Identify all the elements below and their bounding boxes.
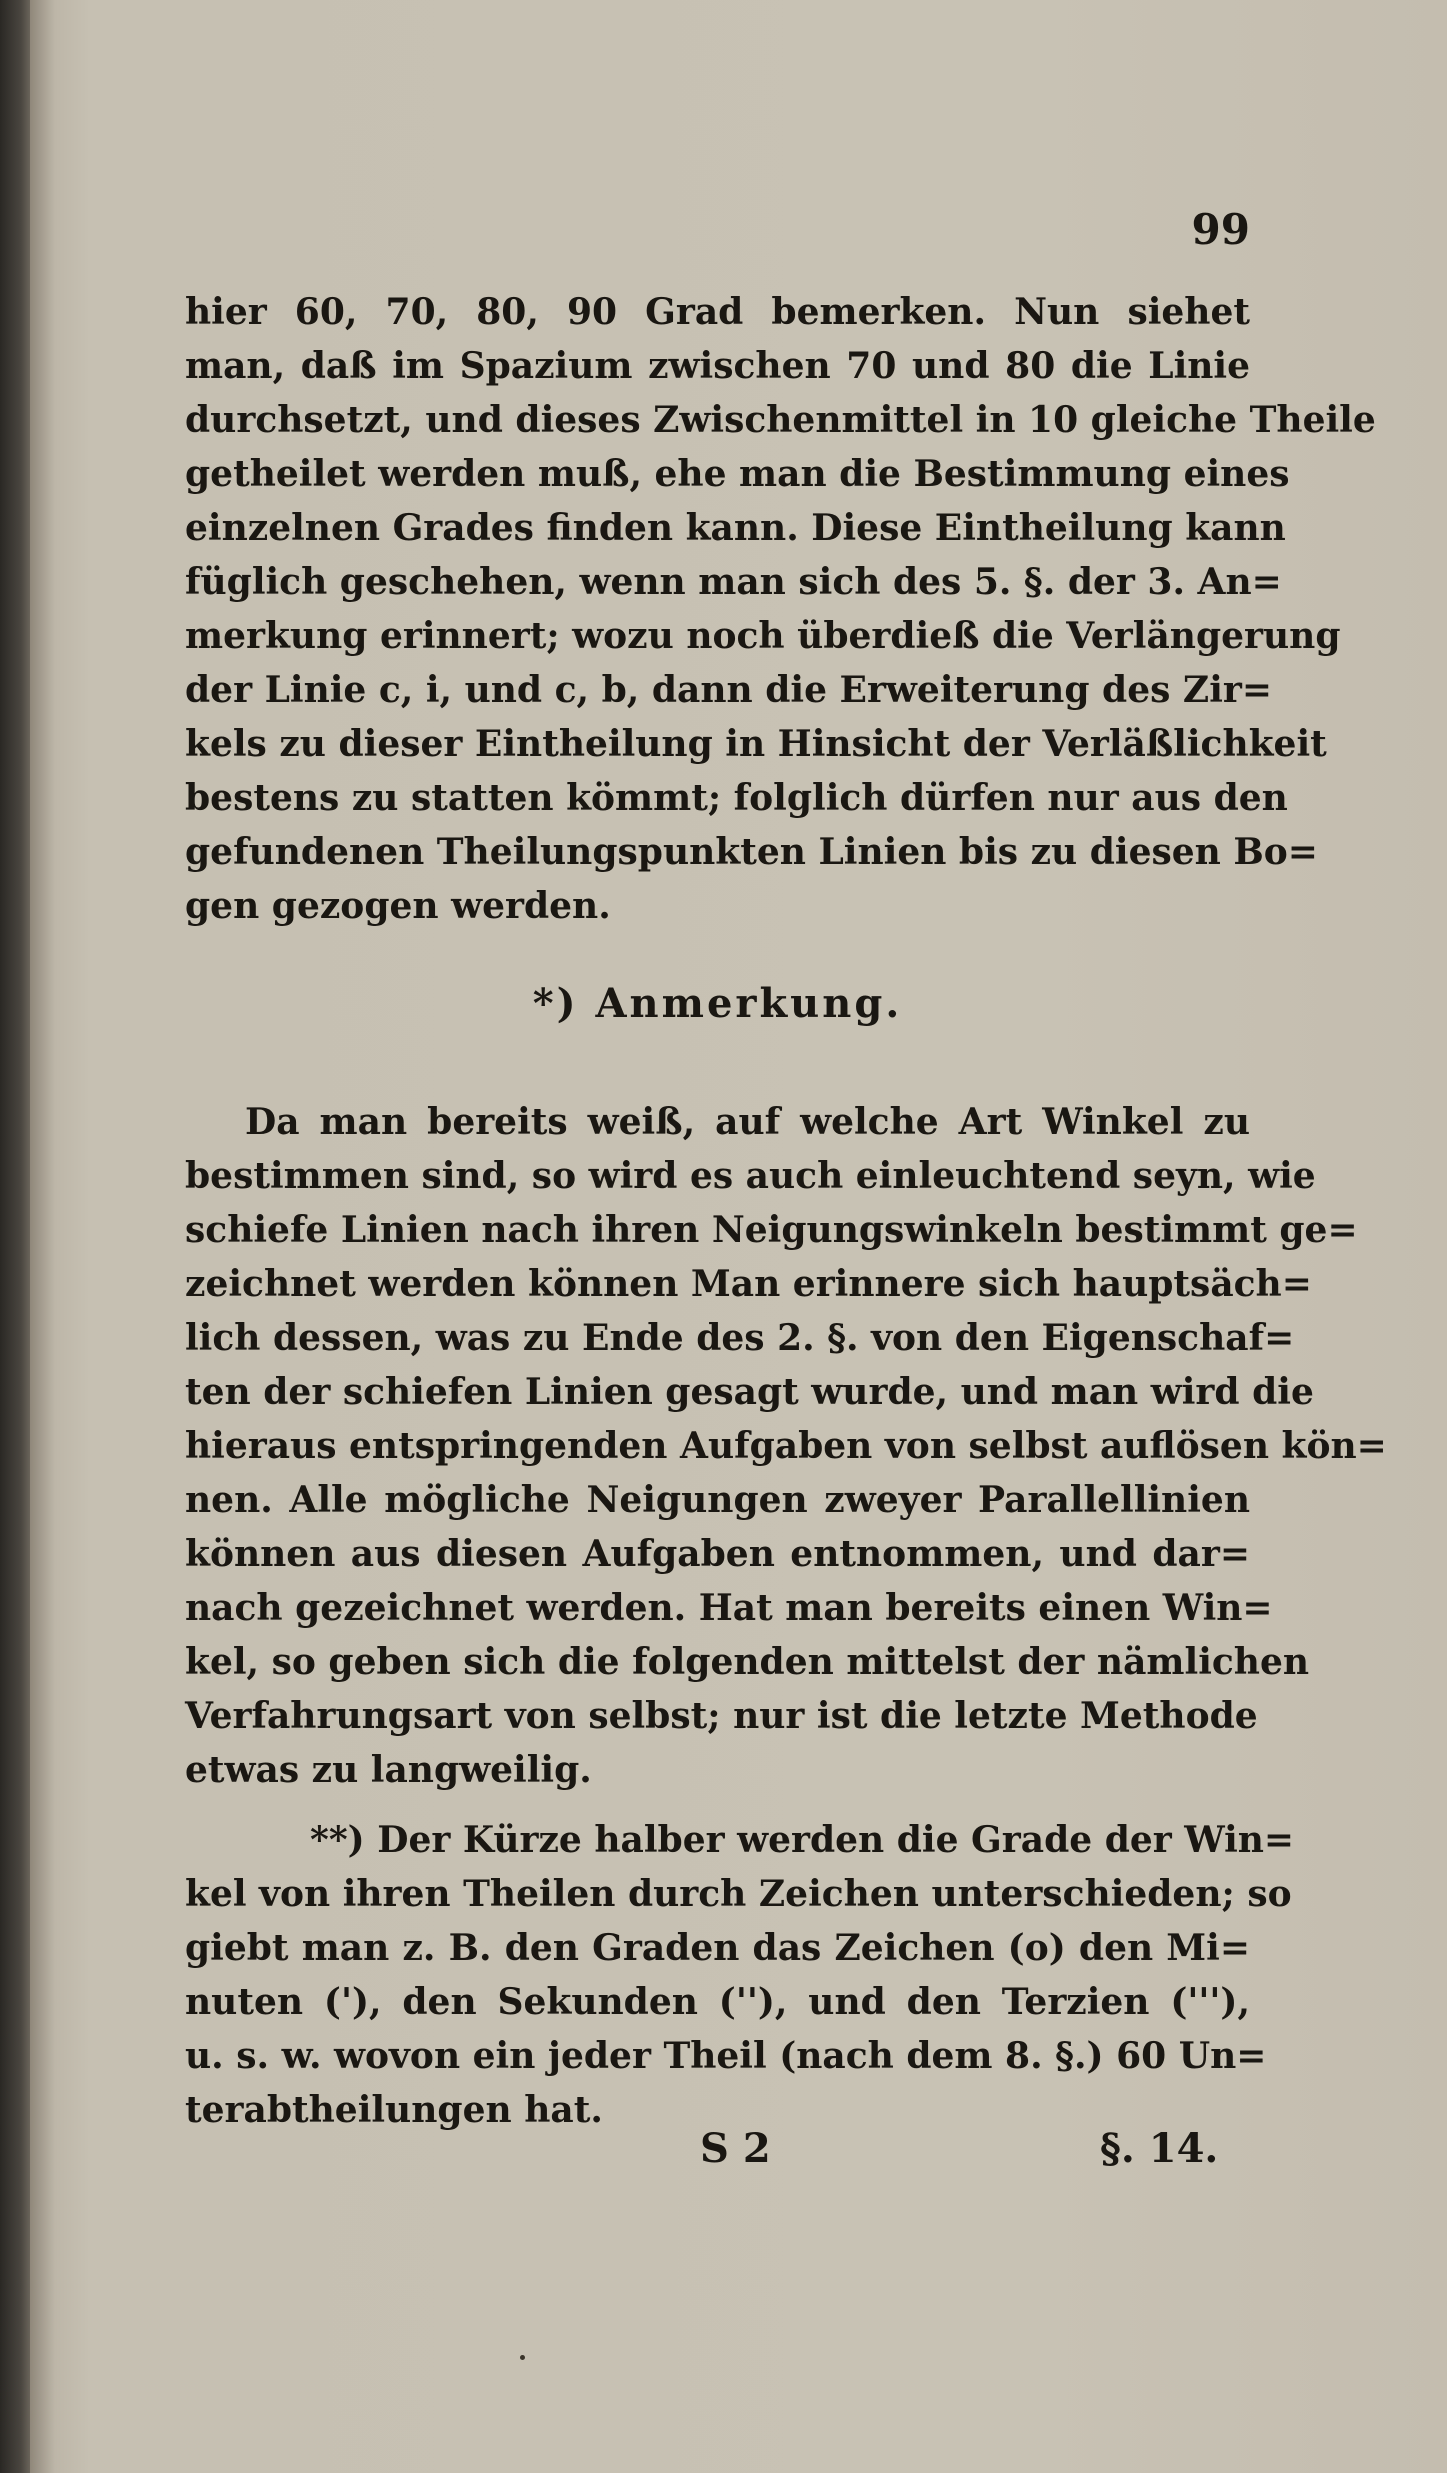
text-line: lich dessen, was zu Ende des 2. §. von den Eigenschaf= (185, 1317, 1295, 1359)
text-line: ten der schiefen Linien gesagt wurde, und man wird die (185, 1371, 1314, 1413)
text-line: etwas zu langweilig. (185, 1749, 592, 1791)
text-line: füglich geschehen, wenn man sich des 5. §. der 3. An= (185, 561, 1282, 603)
text-line: kel, so geben sich die folgenden mittelst der nämlichen (185, 1641, 1310, 1683)
book-spine (0, 0, 30, 2473)
text-line: kels zu dieser Eintheilung in Hinsicht der Verläßlichkeit (185, 723, 1327, 765)
text-line: gen gezogen werden. (185, 885, 611, 927)
text-line: giebt man z. B. den Graden das Zeichen (o) den Mi= (185, 1927, 1250, 1969)
paper-speck (520, 2355, 525, 2360)
text-line: u. s. w. wovon ein jeder Theil (nach dem 8. §.) 60 Un= (185, 2035, 1267, 2077)
text-line: nach gezeichnet werden. Hat man bereits einen Win= (185, 1587, 1273, 1629)
text-line: der Linie c, i, und c, b, dann die Erweiterung des Zir= (185, 669, 1273, 711)
page-number: 99 (1191, 205, 1250, 254)
text-line: kel von ihren Theilen durch Zeichen unterschieden; so (185, 1873, 1292, 1915)
text-line: Verfahrungsart von selbst; nur ist die letzte Methode (185, 1695, 1258, 1737)
text-line: gefundenen Theilungspunkten Linien bis zu diesen Bo= (185, 831, 1318, 873)
text-line: nen. Alle mögliche Neigungen zweyer Parallellinien (185, 1479, 1250, 1521)
text-line: hieraus entspringenden Aufgaben von selbst auflösen kön= (185, 1425, 1387, 1467)
text-line: merkung erinnert; wozu noch überdieß die Verlängerung (185, 615, 1341, 657)
text-line: einzelnen Grades finden kann. Diese Eintheilung kann (185, 507, 1286, 549)
text-line: **) Der Kürze halber werden die Grade der Win= (310, 1819, 1295, 1861)
book-page (30, 0, 1447, 2473)
text-line: zeichnet werden können Man erinnere sich hauptsäch= (185, 1263, 1312, 1305)
signature-mark: S 2 (700, 2125, 771, 2172)
text-line: schiefe Linien nach ihren Neigungswinkeln bestimmt ge= (185, 1209, 1358, 1251)
text-line: nuten ('), den Sekunden (''), und den Terzien ('''), (185, 1981, 1250, 2023)
catchword: §. 14. (1100, 2125, 1219, 2172)
text-line: hier 60, 70, 80, 90 Grad bemerken. Nun siehet (185, 291, 1250, 333)
text-line: getheilet werden muß, ehe man die Bestimmung eines (185, 453, 1290, 495)
text-line: bestimmen sind, so wird es auch einleuchtend seyn, wie (185, 1155, 1316, 1197)
text-line: bestens zu statten kömmt; folglich dürfen nur aus den (185, 777, 1288, 819)
section-heading: *) Anmerkung. (532, 980, 903, 1027)
text-line: Da man bereits weiß, auf welche Art Winkel zu (245, 1101, 1250, 1143)
text-line: terabtheilungen hat. (185, 2089, 603, 2131)
text-line: man, daß im Spazium zwischen 70 und 80 die Linie (185, 345, 1250, 387)
text-line: durchsetzt, und dieses Zwischenmittel in 10 gleiche Theile (185, 399, 1376, 441)
text-line: können aus diesen Aufgaben entnommen, und dar= (185, 1533, 1250, 1575)
